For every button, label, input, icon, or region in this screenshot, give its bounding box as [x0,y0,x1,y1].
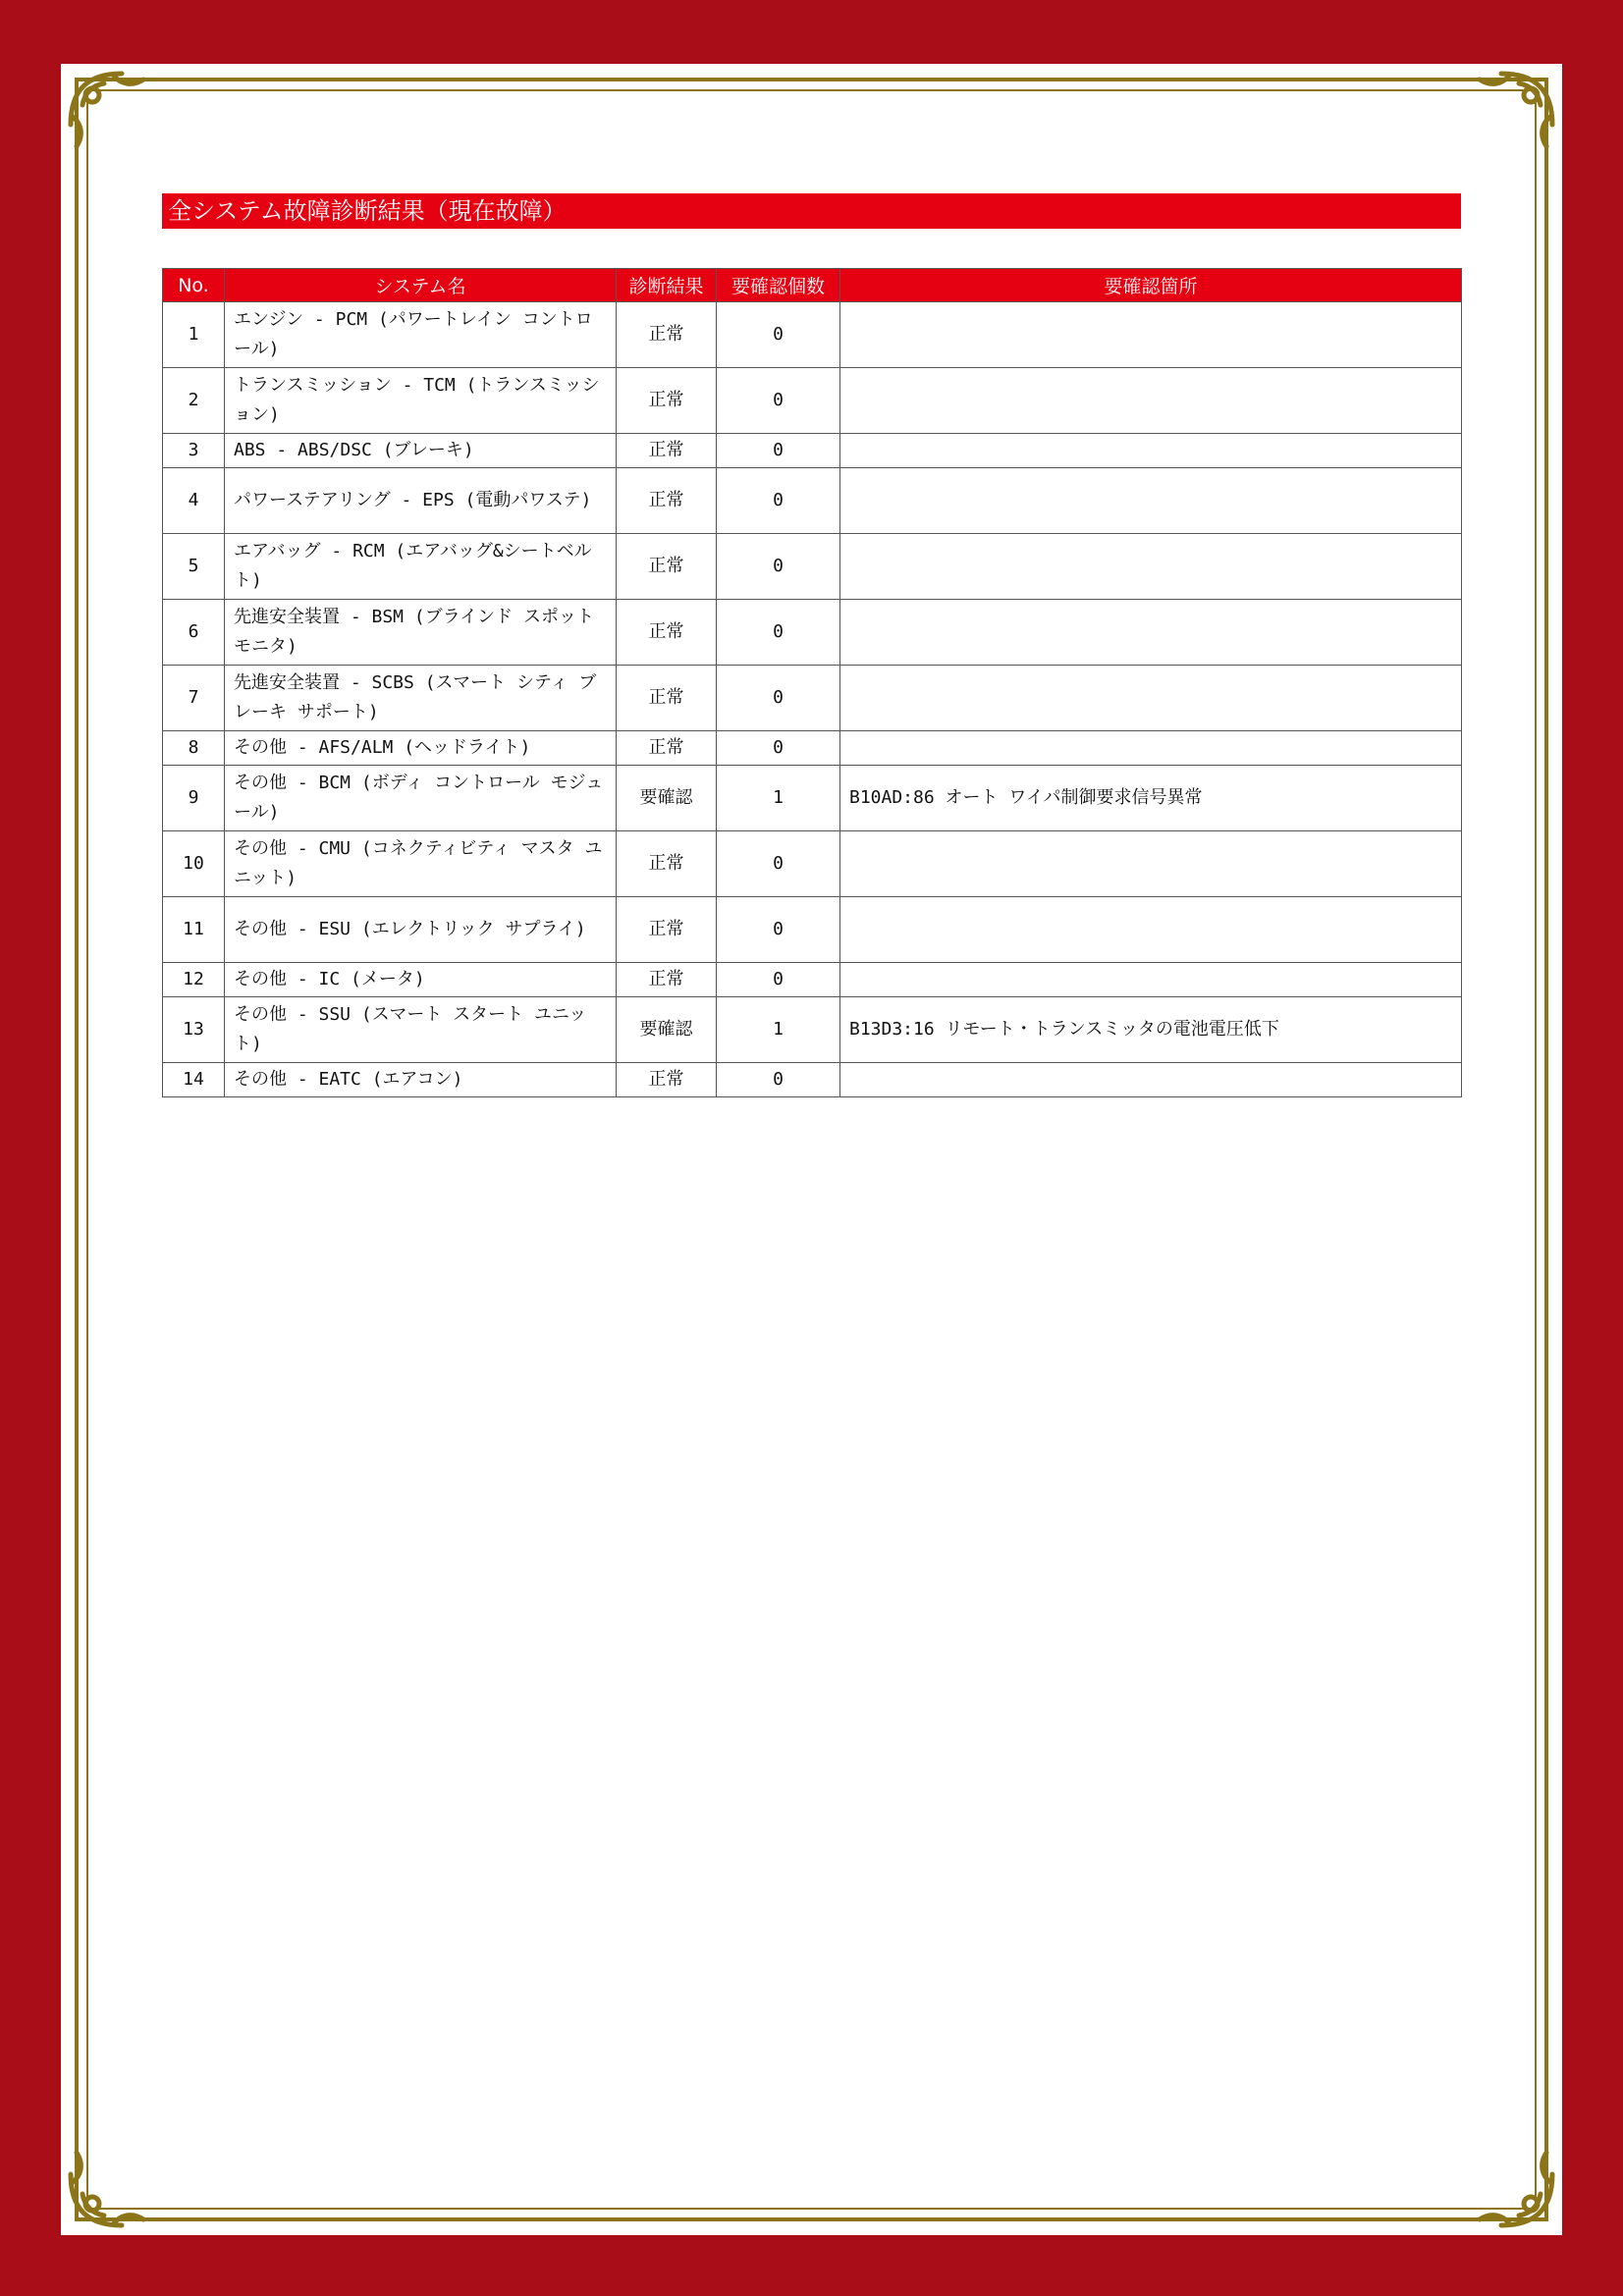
table-row [163,997,1462,1063]
row-no: 4 [163,468,225,534]
row-location [840,831,1462,897]
row-no: 5 [163,534,225,600]
row-count: 0 [717,731,840,766]
row-result: 正常 [617,731,717,766]
table-row [163,666,1462,731]
row-result: 正常 [617,1063,717,1097]
table-row [163,534,1462,600]
row-result: 正常 [617,666,717,731]
row-count: 0 [717,1063,840,1097]
row-location: B10AD:86 オート ワイパ制御要求信号異常 [840,766,1462,831]
row-no: 14 [163,1063,225,1097]
table-row [163,468,1462,534]
row-count: 0 [717,434,840,468]
header-location: 要確認箇所 [840,269,1462,302]
row-location [840,434,1462,468]
table-row [163,368,1462,434]
row-count: 0 [717,600,840,666]
row-no: 13 [163,997,225,1063]
row-result: 正常 [617,534,717,600]
corner-ornament-icon [63,66,151,154]
row-location [840,468,1462,534]
row-location [840,600,1462,666]
header-system-name: システム名 [225,269,617,302]
row-location [840,368,1462,434]
table-row [163,963,1462,997]
row-no: 8 [163,731,225,766]
row-result: 正常 [617,302,717,368]
header-no: No. [163,269,225,302]
row-system: その他 - CMU (コネクティビティ マスタ ユニット) [225,831,617,897]
table-row [163,831,1462,897]
row-count: 0 [717,831,840,897]
diagnosis-table [162,268,1462,1097]
row-system: その他 - IC (メータ) [225,963,617,997]
row-result: 正常 [617,600,717,666]
row-count: 0 [717,368,840,434]
table-row [163,1063,1462,1097]
row-system: ABS - ABS/DSC (ブレーキ) [225,434,617,468]
row-count: 0 [717,534,840,600]
table-row [163,731,1462,766]
row-system: その他 - EATC (エアコン) [225,1063,617,1097]
row-system: その他 - AFS/ALM (ヘッドライト) [225,731,617,766]
row-location [840,1063,1462,1097]
row-result: 正常 [617,468,717,534]
row-result: 要確認 [617,766,717,831]
row-location [840,731,1462,766]
row-system: エアバッグ - RCM (エアバッグ&シートベルト) [225,534,617,600]
row-no: 11 [163,897,225,963]
row-no: 6 [163,600,225,666]
row-system: 先進安全装置 - SCBS (スマート シティ ブレーキ サポート) [225,666,617,731]
row-system: その他 - ESU (エレクトリック サプライ) [225,897,617,963]
row-no: 2 [163,368,225,434]
row-result: 正常 [617,831,717,897]
row-result: 正常 [617,963,717,997]
row-system: パワーステアリング - EPS (電動パワステ) [225,468,617,534]
row-result: 正常 [617,368,717,434]
row-result: 正常 [617,897,717,963]
row-no: 9 [163,766,225,831]
row-count: 0 [717,468,840,534]
row-system: トランスミッション - TCM (トランスミッション) [225,368,617,434]
row-result: 正常 [617,434,717,468]
header-count: 要確認個数 [717,269,840,302]
row-system: エンジン - PCM (パワートレイン コントロール) [225,302,617,368]
row-system: その他 - BCM (ボディ コントロール モジュール) [225,766,617,831]
row-count: 1 [717,766,840,831]
corner-ornament-icon [1472,2145,1560,2233]
row-count: 0 [717,897,840,963]
row-result: 要確認 [617,997,717,1063]
table-row [163,434,1462,468]
corner-ornament-icon [63,2145,151,2233]
row-no: 7 [163,666,225,731]
report-page [61,64,1562,2235]
row-system: 先進安全装置 - BSM (ブラインド スポット モニタ) [225,600,617,666]
row-no: 10 [163,831,225,897]
table-row [163,600,1462,666]
row-location [840,534,1462,600]
row-no: 12 [163,963,225,997]
row-location [840,897,1462,963]
row-count: 0 [717,302,840,368]
corner-ornament-icon [1472,66,1560,154]
row-count: 0 [717,666,840,731]
row-no: 3 [163,434,225,468]
table-row [163,302,1462,368]
table-row [163,897,1462,963]
row-location [840,666,1462,731]
header-result: 診断結果 [617,269,717,302]
row-location [840,963,1462,997]
row-count: 1 [717,997,840,1063]
row-location [840,302,1462,368]
report-title: 全システム故障診断結果（現在故障） [162,193,1461,229]
table-row [163,766,1462,831]
row-no: 1 [163,302,225,368]
row-system: その他 - SSU (スマート スタート ユニット) [225,997,617,1063]
table-header-row [163,269,1462,302]
row-count: 0 [717,963,840,997]
row-location: B13D3:16 リモート・トランスミッタの電池電圧低下 [840,997,1462,1063]
